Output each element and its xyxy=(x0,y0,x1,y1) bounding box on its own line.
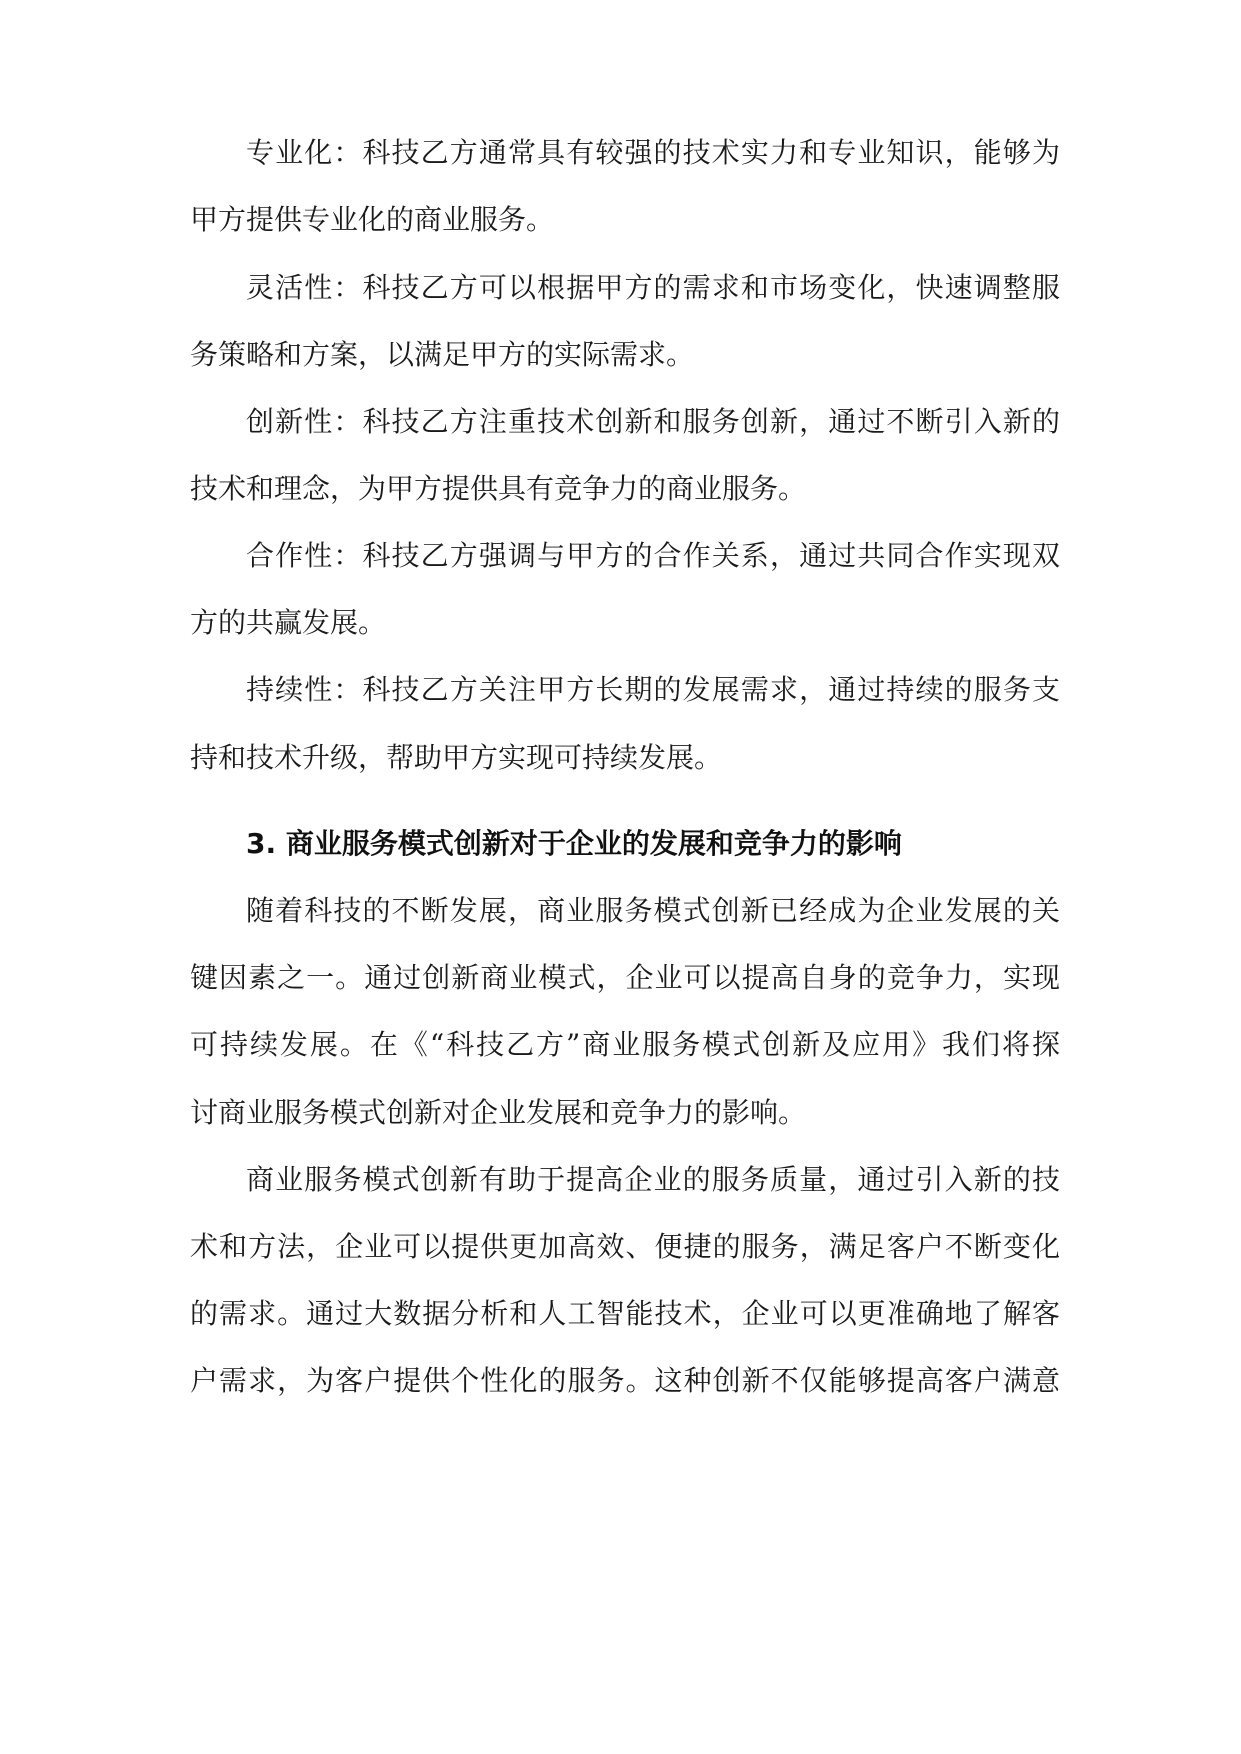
paragraph-line: 的需求。通过大数据分析和人工智能技术，企业可以更准确地了解客 xyxy=(190,1297,1060,1330)
paragraph-line: 持续性：科技乙方关注甲方长期的发展需求，通过持续的服务支 xyxy=(246,673,1060,706)
paragraph-line: 可持续发展。在《“科技乙方”商业服务模式创新及应用》我们将探 xyxy=(190,1028,1060,1061)
paragraph-line: 技术和理念，为甲方提供具有竞争力的商业服务。 xyxy=(190,472,807,505)
paragraph-line: 术和方法，企业可以提供更加高效、便捷的服务，满足客户不断变化 xyxy=(190,1230,1060,1263)
paragraph-line: 灵活性：科技乙方可以根据甲方的需求和市场变化，快速调整服 xyxy=(246,271,1060,304)
paragraph-line: 户需求，为客户提供个性化的服务。这种创新不仅能够提高客户满意 xyxy=(190,1364,1060,1397)
paragraph-line: 讨商业服务模式创新对企业发展和竞争力的影响。 xyxy=(190,1096,807,1129)
paragraph-line: 创新性：科技乙方注重技术创新和服务创新，通过不断引入新的 xyxy=(246,405,1060,438)
paragraph-line: 务策略和方案，以满足甲方的实际需求。 xyxy=(190,338,695,371)
paragraph-line: 专业化：科技乙方通常具有较强的技术实力和专业知识，能够为 xyxy=(246,136,1060,169)
paragraph-line: 商业服务模式创新有助于提高企业的服务质量，通过引入新的技 xyxy=(246,1163,1060,1196)
paragraph-line: 随着科技的不断发展，商业服务模式创新已经成为企业发展的关 xyxy=(246,894,1060,927)
paragraph-line: 持和技术升级，帮助甲方实现可持续发展。 xyxy=(190,741,723,774)
paragraph-line: 合作性：科技乙方强调与甲方的合作关系，通过共同合作实现双 xyxy=(246,539,1060,572)
paragraph-line: 甲方提供专业化的商业服务。 xyxy=(190,203,555,236)
paragraph-line: 方的共赢发展。 xyxy=(190,606,387,639)
section-heading: 3. 商业服务模式创新对于企业的发展和竞争力的影响 xyxy=(246,827,902,860)
paragraph-line: 键因素之一。通过创新商业模式，企业可以提高自身的竞争力，实现 xyxy=(190,961,1060,994)
